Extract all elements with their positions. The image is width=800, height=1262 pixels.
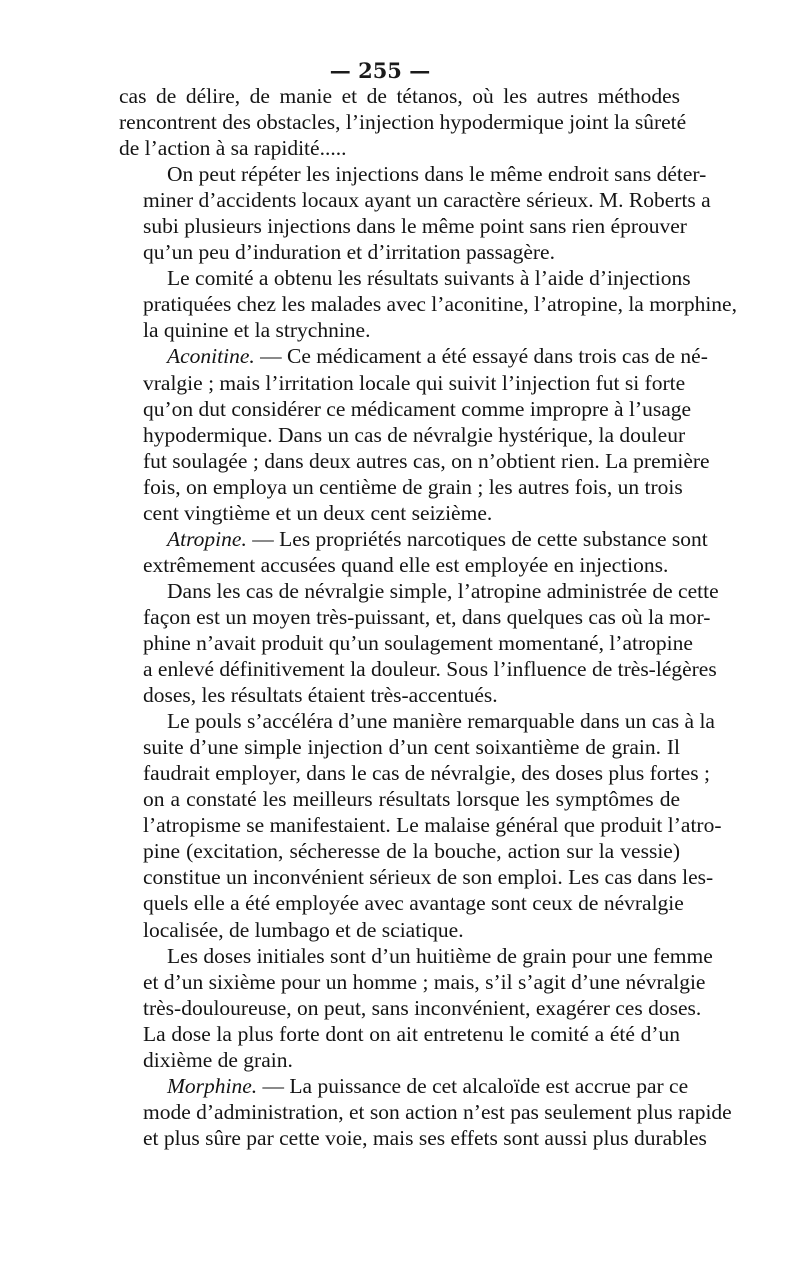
text-line: très-douloureuse, on peut, sans inconvénient, exagérer ces doses. [143, 995, 702, 1020]
text-line: La dose la plus forte dont on ait entretenu le comité a été d’un [143, 1021, 680, 1046]
text-line: hypodermique. Dans un cas de névralgie hystérique, la douleur [143, 422, 686, 447]
line-text: — Les propriétés narcotiques de cette substance sont [246, 526, 708, 551]
text-line: de l’action à sa rapidité..... [119, 136, 347, 161]
text-line [119, 1073, 689, 1099]
text-line [119, 343, 708, 369]
text-line: pratiquées chez les malades avec l’aconitine, l’atropine, la morphine, [143, 292, 737, 317]
text-line: extrêmement accusées quand elle est employée en injections. [143, 552, 669, 577]
text-line: rencontrent des obstacles, l’injection hypodermique joint la sûreté [119, 110, 687, 135]
text-line: Le pouls s’accéléra d’une manière remarquable dans un cas à la [167, 709, 715, 734]
text-line: phine n’avait produit qu’un soulagement momentané, l’atropine [143, 630, 693, 655]
paragraph-p1 [119, 83, 687, 161]
paragraph-p8 [119, 943, 713, 1073]
paragraph-p7 [119, 708, 722, 942]
text-line: qu’un peu d’induration et d’irritation passagère. [143, 240, 555, 265]
text-line: et plus sûre par cette voie, mais ses effets sont aussi plus durables [143, 1125, 707, 1150]
text-line: subi plusieurs injections dans le même point sans rien éprouver [143, 214, 687, 239]
text-line: On peut répéter les injections dans le même endroit sans déter- [167, 162, 707, 187]
line-text: — La puissance de cet alcaloïde est accrue par ce [257, 1073, 689, 1098]
text-line: Dans les cas de névralgie simple, l’atropine administrée de cette [167, 578, 719, 603]
text-line: pine (excitation, sécheresse de la bouche, action sur la vessie) [143, 839, 680, 864]
section-term: Atropine. [167, 526, 247, 551]
text-line: faudrait employer, dans le cas de névralgie, des doses plus fortes ; [143, 761, 710, 786]
paragraph-p9 [119, 1073, 732, 1151]
text-line: localisée, de lumbago et de sciatique. [143, 917, 464, 942]
text-line: a enlevé définitivement la douleur. Sous l’influence de très-légères [143, 657, 717, 682]
paragraph-p2 [119, 161, 711, 265]
text-line: fois, on employa un centième de grain ; les autres fois, un trois [143, 474, 683, 499]
text-line: l’atropisme se manifestaient. Le malaise général que produit l’atro- [143, 813, 722, 838]
paragraph-p3 [119, 265, 737, 343]
paragraph-p5 [119, 526, 708, 578]
text-line: constitue un inconvénient sérieux de son emploi. Les cas dans les- [143, 865, 714, 890]
text-line: quels elle a été employée avec avantage sont ceux de névralgie [143, 891, 684, 916]
section-term: Aconitine. [167, 344, 255, 369]
text-line: miner d’accidents locaux ayant un caractère sérieux. M. Roberts a [143, 188, 711, 213]
text-line: qu’on dut considérer ce médicament comme impropre à l’usage [143, 396, 692, 421]
text-line: façon est un moyen très-puissant, et, dans quelques cas où la mor- [143, 604, 711, 629]
body-text [119, 83, 737, 1151]
text-line: la quinine et la strychnine. [143, 318, 371, 343]
text-line: et d’un sixième pour un homme ; mais, s’il s’agit d’une névralgie [143, 969, 706, 994]
text-line: Les doses initiales sont d’un huitième de grain pour une femme [167, 943, 713, 968]
page-number: — 255 — [329, 58, 431, 83]
text-line: cas de délire, de manie et de tétanos, où les autres méthodes [119, 84, 680, 108]
paragraph-p4 [119, 343, 710, 525]
text-line: on a constaté les meilleurs résultats lorsque les symptômes de [143, 787, 680, 812]
text-line: mode d’administration, et son action n’est pas seulement plus rapide [143, 1099, 732, 1124]
text-line: fut soulagée ; dans deux autres cas, on n’obtient rien. La première [143, 448, 710, 473]
text-line: doses, les résultats étaient très-accentués. [143, 683, 498, 708]
text-line: suite d’une simple injection d’un cent soixantième de grain. Il [143, 735, 680, 760]
text-line: dixième de grain. [143, 1047, 293, 1072]
line-text: — Ce médicament a été essayé dans trois cas de né- [254, 344, 708, 369]
text-line [119, 526, 708, 552]
text-line: Le comité a obtenu les résultats suivants à l’aide d’injections [167, 266, 691, 291]
text-line: vralgie ; mais l’irritation locale qui suivit l’injection fut si forte [143, 370, 686, 395]
paragraph-p6 [119, 578, 719, 708]
section-term: Morphine. [167, 1073, 258, 1098]
text-line: cent vingtième et un deux cent seizième. [143, 500, 493, 525]
